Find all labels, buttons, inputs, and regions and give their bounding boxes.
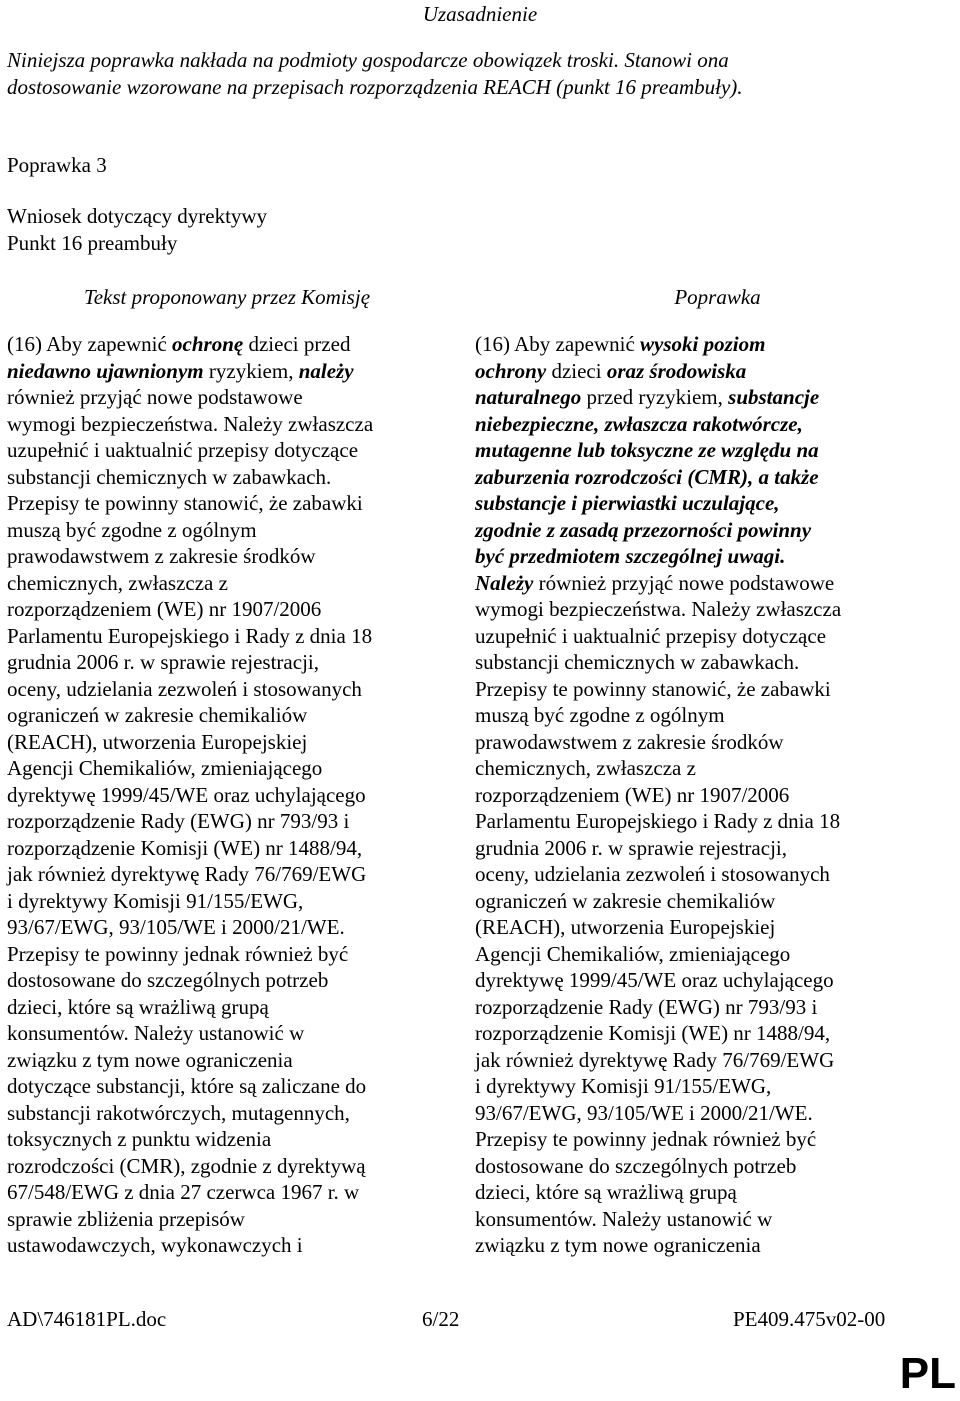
text-segment: rozporządzenie Rady (EWG) nr 793/93 i [7, 809, 350, 833]
text-segment: i dyrektywy Komisji 91/155/EWG, [475, 1074, 772, 1098]
text-segment: również przyjąć nowe podstawowe [533, 570, 835, 595]
text-line [7, 437, 432, 464]
text-line [475, 411, 950, 438]
text-segment: związku z tym nowe ograniczenia [7, 1047, 293, 1072]
text-line [7, 729, 432, 756]
footer-page-number: 6/22 [422, 1307, 460, 1331]
text-segment: uzupełnić i uaktualnić przepisy dotyczące [7, 438, 359, 462]
text-line [7, 702, 432, 729]
text-segment: wymogi bezpieczeństwa. Należy zwłaszcza [7, 411, 374, 436]
text-line [475, 1073, 950, 1100]
text-segment: ryzykiem, [203, 358, 299, 383]
text-line [7, 1153, 432, 1180]
text-line [7, 782, 432, 809]
text-line [475, 782, 950, 809]
text-segment: prawodawstwem z zakresie środków [7, 544, 316, 568]
text-line [7, 543, 432, 570]
text-line [475, 994, 950, 1021]
text-segment: 93/67/EWG, 93/105/WE i 2000/21/WE. [7, 915, 345, 939]
text-line [475, 941, 950, 968]
justification-text [7, 47, 927, 100]
text-line [475, 835, 950, 862]
emphasized-text: ochronę [172, 332, 244, 356]
text-segment: dotyczące substancji, które są zaliczane do [7, 1074, 367, 1098]
text-line [475, 861, 950, 888]
text-line [7, 994, 432, 1021]
amendment-title: Poprawka 3 [7, 153, 107, 177]
text-segment: oceny, udzielania zezwoleń i stosowanych [7, 676, 362, 701]
text-segment: konsumentów. Należy ustanowić w [7, 1021, 305, 1045]
text-segment: Przepisy te powinny stanowić, że zabawki [7, 491, 363, 515]
text-line [7, 1126, 432, 1153]
text-segment: grudnia 2006 r. w sprawie rejestracji, [7, 650, 319, 674]
text-segment: rozporządzenie Rady (EWG) nr 793/93 i [475, 994, 818, 1019]
section-heading: Uzasadnienie [422, 2, 538, 26]
text-segment: (REACH), utworzenia Europejskiej [7, 729, 308, 754]
text-segment: 67/548/EWG z dnia 27 czerwca 1967 r. w [7, 1180, 360, 1204]
text-segment: toksycznych z punktu widzenia [7, 1127, 272, 1151]
text-segment: Parlamentu Europejskiego i Rady z dnia 18 [7, 623, 373, 648]
text-segment: uzupełnić i uaktualnić przepisy dotyczące [475, 623, 827, 648]
text-segment: dostosowane do szczególnych potrzeb [475, 1153, 797, 1178]
text-line [7, 570, 432, 597]
text-segment: oceny, udzielania zezwoleń i stosowanych [475, 862, 830, 886]
text-segment: rozporządzeniem (WE) nr 1907/2006 [475, 782, 790, 807]
text-line [475, 702, 950, 729]
text-line [475, 543, 950, 570]
text-segment: dzieci [546, 358, 607, 383]
emphasized-text: substancje i pierwiastki uczulające, [475, 491, 780, 515]
text-line [7, 861, 432, 888]
text-line [475, 914, 950, 941]
emphasized-text: zgodnie z zasadą przezorności powinny [475, 517, 812, 542]
text-segment: grudnia 2006 r. w sprawie rejestracji, [475, 835, 787, 860]
text-segment: (16) Aby zapewnić [7, 332, 173, 356]
text-line [475, 1153, 950, 1180]
text-segment: chemicznych, zwłaszcza z [475, 756, 696, 780]
text-line [475, 464, 950, 491]
text-line [7, 888, 432, 915]
column-header-amendment: Poprawka [674, 285, 761, 309]
text-segment: dyrektywę 1999/45/WE oraz uchylającego [7, 782, 366, 807]
emphasized-text: oraz środowiska [606, 358, 747, 383]
text-line [475, 490, 950, 517]
text-line [475, 570, 950, 597]
emphasized-text: niedawno ujawnionym [7, 358, 204, 383]
text-segment: prawodawstwem z zakresie środków [475, 729, 784, 754]
emphasized-text: niebezpieczne, zwłaszcza rakotwórcze, [475, 411, 803, 436]
emphasized-text: Należy [475, 570, 534, 595]
text-segment: substancji chemicznych w zabawkach. [7, 464, 332, 489]
text-segment: muszą być zgodne z ogólnym [7, 517, 257, 542]
text-segment: substancji rakotwórczych, mutagennych, [7, 1100, 350, 1125]
text-segment: Parlamentu Europejskiego i Rady z dnia 18 [475, 809, 841, 833]
proposal-reference [7, 203, 267, 256]
text-segment: konsumentów. Należy ustanowić w [475, 1206, 773, 1231]
emphasized-text: należy [298, 358, 354, 383]
text-line [7, 384, 432, 411]
text-segment: związku z tym nowe ograniczenia [475, 1233, 761, 1257]
text-line [475, 1179, 950, 1206]
text-segment: wymogi bezpieczeństwa. Należy zwłaszcza [475, 597, 842, 621]
text-line [7, 331, 432, 358]
text-segment: muszą być zgodne z ogólnym [475, 703, 725, 727]
text-segment: Agencji Chemikaliów, zmieniającego [7, 756, 323, 780]
text-segment: dzieci, które są wrażliwą grupą [475, 1180, 737, 1204]
language-mark: PL [899, 1349, 956, 1398]
text-line [475, 1100, 950, 1127]
text-line [475, 808, 950, 835]
proposal-ref-line: Punkt 16 preambuły [7, 230, 178, 255]
text-segment: jak również dyrektywę Rady 76/769/EWG [7, 862, 367, 886]
text-line [475, 1020, 950, 1047]
text-segment: substancji chemicznych w zabawkach. [475, 650, 800, 674]
text-line [475, 437, 950, 464]
text-line [7, 1073, 432, 1100]
text-line [475, 1206, 950, 1233]
text-line [475, 1047, 950, 1074]
emphasized-text: mutagenne lub toksyczne ze względu na [475, 438, 819, 462]
proposal-ref-line: Wniosek dotyczący dyrektywy [7, 204, 268, 228]
footer-file-reference: AD\746181PL.doc [7, 1307, 167, 1331]
text-segment: (16) Aby zapewnić [475, 332, 641, 356]
text-line [7, 358, 432, 385]
text-line [7, 490, 432, 517]
text-line [475, 331, 950, 358]
text-line [7, 1232, 432, 1259]
text-segment: dostosowane do szczególnych potrzeb [7, 968, 329, 992]
commission-text-column [7, 331, 432, 1259]
text-line [475, 1232, 950, 1259]
text-line [475, 384, 950, 411]
text-line [7, 517, 432, 544]
emphasized-text: naturalnego [475, 385, 582, 409]
text-line [7, 1179, 432, 1206]
text-segment: rozporządzeniem (WE) nr 1907/2006 [7, 597, 322, 621]
text-line [475, 676, 950, 703]
text-line [475, 1126, 950, 1153]
text-line [7, 914, 432, 941]
text-line [7, 676, 432, 703]
text-segment: sprawie zbliżenia przepisów [7, 1206, 245, 1231]
text-line [7, 411, 432, 438]
text-segment: jak również dyrektywę Rady 76/769/EWG [475, 1047, 835, 1072]
text-line [475, 623, 950, 650]
text-segment: dzieci przed [243, 332, 351, 356]
emphasized-text: substancje [728, 385, 820, 409]
text-line [475, 967, 950, 994]
text-segment: rozporządzenie Komisji (WE) nr 1488/94, [7, 835, 363, 860]
justification-line: dostosowanie wzorowane na przepisach rozporządzenia REACH (punkt 16 preambuły). [7, 74, 743, 99]
emphasized-text: być przedmiotem szczególnej uwagi. [475, 544, 786, 568]
text-line [475, 888, 950, 915]
text-line [7, 464, 432, 491]
emphasized-text: zaburzenia rozrodczości (CMR), a także [475, 464, 819, 489]
text-segment: Przepisy te powinny jednak również być [475, 1127, 817, 1151]
column-header-commission-text: Tekst proponowany przez Komisję [83, 285, 371, 309]
justification-line: Niniejsza poprawka nakłada na podmioty gospodarcze obowiązek troski. Stanowi ona [7, 48, 729, 72]
text-line [7, 623, 432, 650]
text-segment: i dyrektywy Komisji 91/155/EWG, [7, 888, 304, 913]
text-segment: również przyjąć nowe podstawowe [7, 385, 303, 409]
text-line [7, 649, 432, 676]
text-line [475, 596, 950, 623]
text-line [475, 358, 950, 385]
text-line [7, 941, 432, 968]
emphasized-text: wysoki poziom [640, 332, 766, 356]
text-segment: ustawodawczych, wykonawczych i [7, 1233, 303, 1257]
text-line [7, 1047, 432, 1074]
text-line [475, 517, 950, 544]
text-line [7, 1020, 432, 1047]
text-segment: ograniczeń w zakresie chemikaliów [7, 703, 308, 727]
text-segment: rozrodczości (CMR), zgodnie z dyrektywą [7, 1153, 366, 1178]
text-segment: dzieci, które są wrażliwą grupą [7, 994, 269, 1019]
text-line [7, 596, 432, 623]
text-line [475, 755, 950, 782]
text-segment: dyrektywę 1999/45/WE oraz uchylającego [475, 968, 834, 992]
footer-document-code: PE409.475v02-00 [733, 1307, 886, 1331]
text-line [7, 1100, 432, 1127]
text-segment: przed ryzykiem, [581, 385, 729, 409]
text-segment: Przepisy te powinny jednak również być [7, 941, 349, 966]
amendment-text-column [475, 331, 950, 1259]
text-line [7, 755, 432, 782]
text-line [475, 729, 950, 756]
text-segment: 93/67/EWG, 93/105/WE i 2000/21/WE. [475, 1100, 813, 1125]
text-line [7, 1206, 432, 1233]
text-line [475, 649, 950, 676]
text-line [7, 808, 432, 835]
text-segment: chemicznych, zwłaszcza z [7, 570, 228, 595]
text-segment: Przepisy te powinny stanowić, że zabawki [475, 676, 831, 701]
emphasized-text: ochrony [475, 358, 547, 383]
text-line [7, 835, 432, 862]
text-line [7, 967, 432, 994]
text-segment: (REACH), utworzenia Europejskiej [475, 915, 776, 939]
text-segment: ograniczeń w zakresie chemikaliów [475, 888, 776, 913]
text-segment: Agencji Chemikaliów, zmieniającego [475, 941, 791, 966]
text-segment: rozporządzenie Komisji (WE) nr 1488/94, [475, 1021, 831, 1045]
